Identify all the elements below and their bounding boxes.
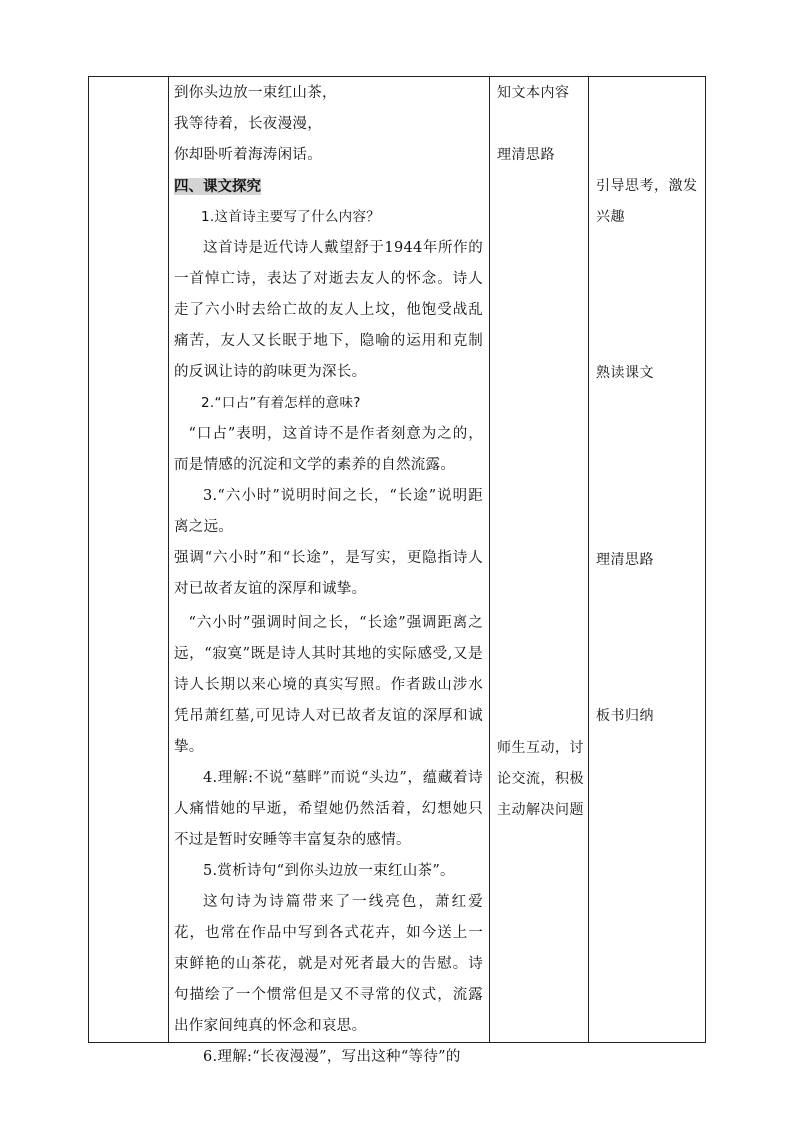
student-note-content: 知文本内容	[497, 85, 570, 101]
answer-5: 这句诗为诗篇带来了一线亮色，萧红爱花，也常在作品中写到各式花卉，如今送上一束鲜艳的山茶花，就是对死者最大的告慰。诗句描绘了一个惯常但是又不寻常的仪式，流露出作家间纯真的怀念和哀思。	[174, 894, 483, 1034]
design-intent-column	[588, 77, 706, 1042]
question-6: 6.理解:“长夜漫漫”，写出这种“等待”的	[203, 1049, 461, 1065]
answer-3a: 强调“六小时”和“长途”，是写实，更隐指诗人对已故者友谊的深厚和诚挚。	[174, 550, 483, 597]
teacher-note-guide: 引导思考，激发兴趣	[596, 178, 698, 225]
answer-3b: “六小时”强调时间之长，“长途”强调距离之远，“寂寞”既是诗人其时其地的实际感受,又是诗人长期以来心境的真实写照。作者跋山涉水凭吊萧红墓,可见诗人对已故者友谊的深厚和诚挚。	[174, 615, 483, 755]
lesson-table	[88, 76, 706, 1065]
empty-left-column	[89, 77, 168, 1042]
student-note-outline: 理清思路	[497, 147, 555, 163]
answer-1: 这首诗是近代诗人戴望舒于1944年所作的一首悼亡诗，表达了对逝去友人的怀念。诗人走了六小时去给亡故的友人上坟，他饱受战乱痛苦，友人又长眠于地下，隐喻的运用和克制的反讽让诗的韵味更为深长。	[174, 240, 483, 380]
question-2: 2.“口占”有着怎样的意味?	[201, 395, 361, 411]
answer-2: “口占”表明，这首诗不是作者刻意为之的，而是情感的沉淀和文学的素养的自然流露。	[174, 426, 483, 473]
teacher-note-read: 熟读课文	[596, 365, 654, 381]
teaching-content-column	[168, 77, 489, 1065]
question-1: 1.这首诗主要写了什么内容？	[201, 209, 381, 225]
student-activity-column	[489, 77, 588, 1042]
question-3: 3.“六小时”说明时间之长，“长途”说明距离之远。	[174, 488, 483, 535]
student-note-interaction: 师生互动，讨论交流，积极主动解决问题	[497, 740, 584, 818]
question-5: 5.赏析诗句“到你头边放一束红山茶”。	[203, 863, 455, 879]
teacher-note-outline: 理清思路	[596, 552, 654, 568]
poem-line-2: 我等待着，长夜漫漫，	[174, 116, 322, 132]
section-title: 四、课文探究	[174, 178, 261, 195]
question-4: 4.理解:不说“墓畔”而说“头边”，蕴藏着诗人痛惜她的早逝，希望她仍然活着，幻想她只不过是暂时安睡等丰富复杂的感情。	[174, 770, 483, 848]
poem-line-1: 到你头边放一束红山茶，	[174, 85, 337, 101]
poem-line-3: 你却卧听着海涛闲话。	[174, 147, 322, 163]
teacher-note-board: 板书归纳	[596, 708, 654, 724]
